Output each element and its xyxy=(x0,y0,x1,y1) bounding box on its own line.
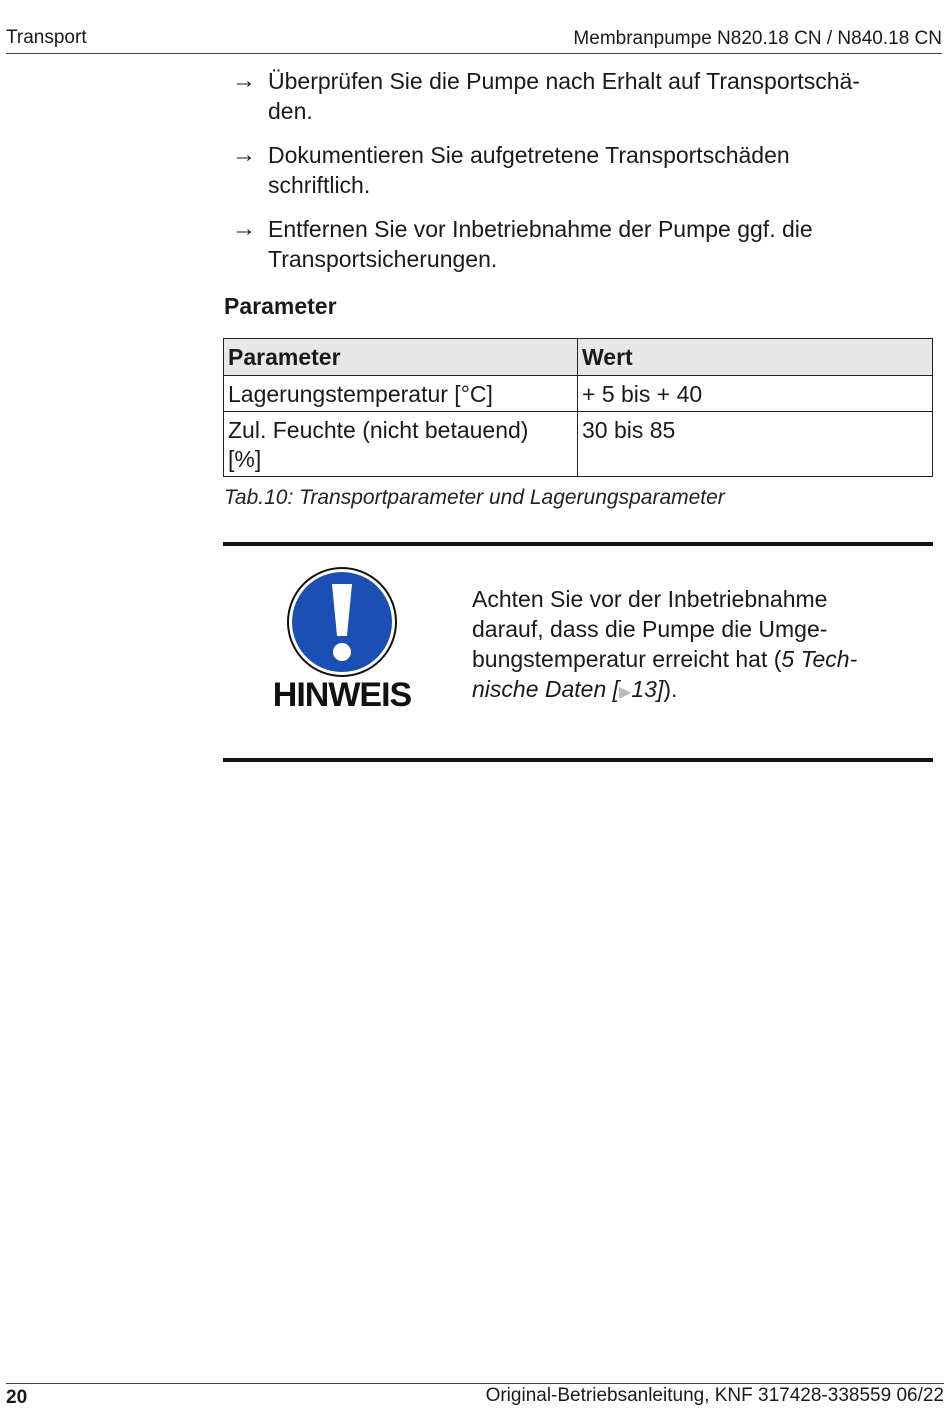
step-text-line1: Überprüfen Sie die Pumpe nach Erhalt auf Transportschä- xyxy=(268,68,860,94)
step-text-line2: schriftlich. xyxy=(268,172,371,198)
arrow-right-icon: → xyxy=(232,67,256,94)
document-reference: Original-Betriebsanleitung, KNF 317428-338559 06/22 xyxy=(485,1385,944,1406)
table-row xyxy=(224,376,933,412)
step-text-line1: Entfernen Sie vor Inbetriebnahme der Pumpe ggf. die xyxy=(268,216,813,242)
header-product-name: Membranpumpe N820.18 CN / N840.18 CN xyxy=(573,28,942,49)
page-reference-number[interactable]: 13 xyxy=(631,676,657,702)
section-heading: Parameter xyxy=(224,293,337,319)
cell-value: + 5 bis + 40 xyxy=(578,376,933,412)
notice-line4-end: ). xyxy=(663,676,678,702)
cross-reference-link[interactable]: nische Daten [ xyxy=(472,676,620,702)
table-caption: Tab.10: Transportparameter und Lagerungsparameter xyxy=(224,486,725,509)
page-number: 20 xyxy=(6,1387,28,1408)
page-footer xyxy=(6,1383,944,1406)
arrow-right-icon: → xyxy=(232,141,256,168)
notice-text xyxy=(472,584,912,708)
cross-reference-link[interactable]: 5 Tech- xyxy=(781,646,858,672)
column-header-value: Wert xyxy=(578,339,933,376)
exclamation-circle-icon xyxy=(286,566,398,678)
notice-line2: darauf, dass die Pumpe die Umge- xyxy=(472,616,828,642)
page-header xyxy=(6,27,942,54)
cell-parameter: Lagerungstemperatur [°C] xyxy=(224,376,578,412)
instruction-step xyxy=(232,66,932,126)
step-text-line1: Dokumentieren Sie aufgetretene Transportschäden xyxy=(268,142,790,168)
table-row xyxy=(224,412,933,477)
table-header-row xyxy=(224,339,933,376)
cross-reference-bracket: ] xyxy=(656,676,664,702)
notice-bottom-rule xyxy=(223,758,933,762)
cell-value: 30 bis 85 xyxy=(578,412,933,477)
cell-parameter-line1: Zul. Feuchte (nicht betauend) xyxy=(228,417,529,443)
step-text-line2: den. xyxy=(268,98,313,124)
page-reference-triangle-icon: ▶ xyxy=(619,684,632,701)
step-text-line2: Transportsicherungen. xyxy=(268,246,498,272)
instruction-step xyxy=(232,214,932,274)
header-section-title: Transport xyxy=(6,27,87,48)
cell-parameter-line2: [%] xyxy=(228,446,262,472)
notice-label: HINWEIS xyxy=(272,676,412,714)
notice-line3: bungstemperatur erreicht hat ( xyxy=(472,646,782,672)
cell-parameter xyxy=(224,412,578,477)
notice-line1: Achten Sie vor der Inbetriebnahme xyxy=(472,586,828,612)
instruction-step xyxy=(232,140,932,200)
parameter-table xyxy=(223,338,933,477)
notice-top-rule xyxy=(223,542,933,546)
column-header-parameter: Parameter xyxy=(224,339,578,376)
instruction-steps xyxy=(232,66,932,288)
arrow-right-icon: → xyxy=(232,215,256,242)
